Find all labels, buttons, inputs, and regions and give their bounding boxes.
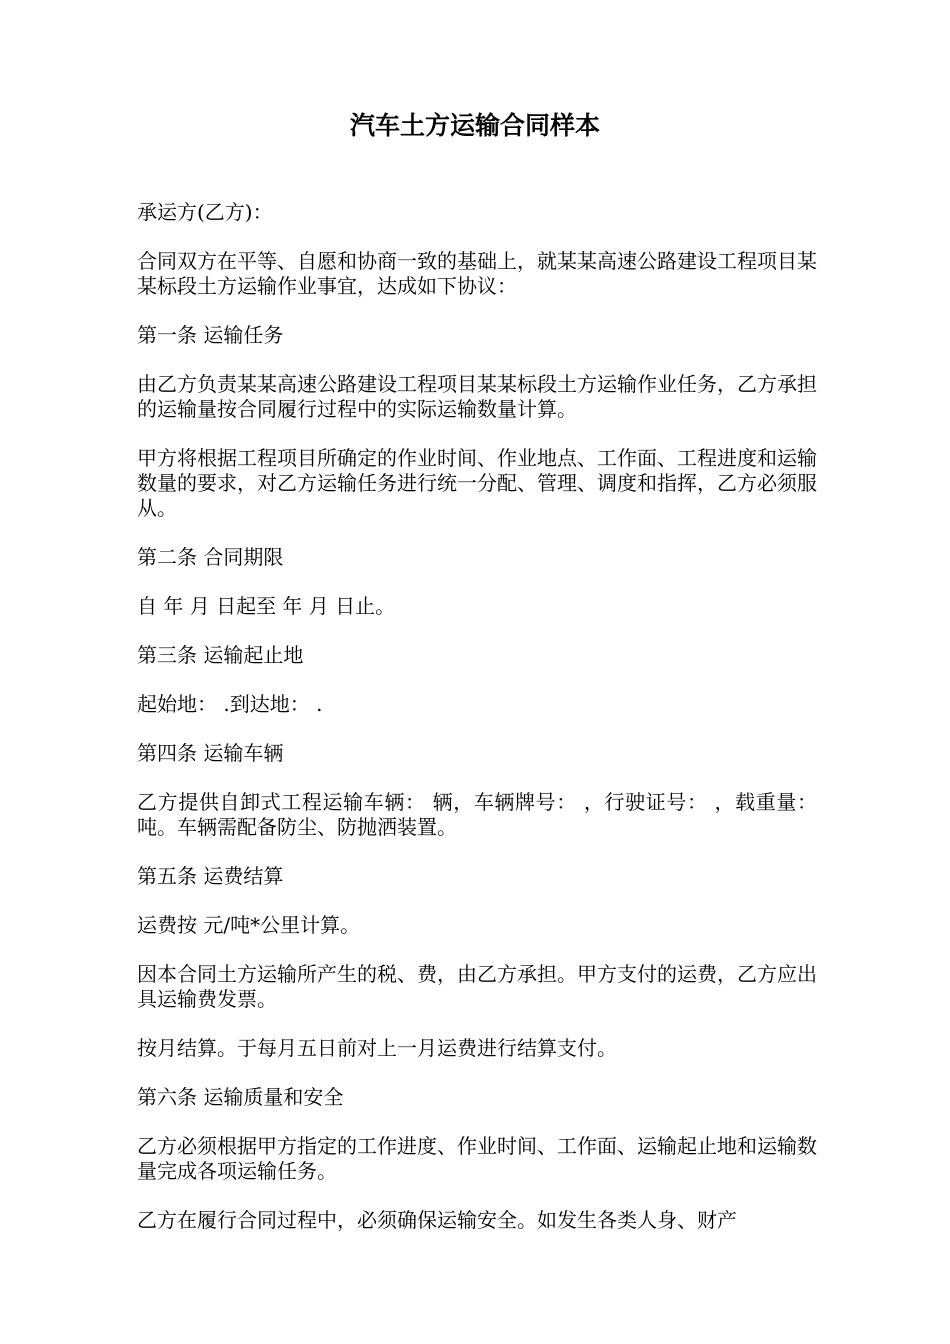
article-6-heading: 第六条 运输质量和安全	[137, 1085, 344, 1109]
article-3-paragraph: 起始地： .到达地： .	[137, 692, 323, 716]
article-5-paragraph-3: 按月结算。于每月五日前对上一月运费进行结算支付。	[137, 1036, 617, 1060]
document-title: 汽车土方运输合同样本	[349, 111, 600, 140]
document-body	[137, 200, 817, 1257]
article-1-paragraph-2: 甲方将根据工程项目所确定的作业时间、作业地点、工作面、工程进度和运输数量的要求，对乙方运输任务进行统一分配、管理、调度和指挥，乙方必须服从。	[137, 446, 817, 520]
article-2-paragraph: 自 年 月 日起至 年 月 日止。	[137, 594, 396, 618]
party-b-line: 承运方(乙方)：	[137, 200, 273, 224]
article-5-paragraph-2: 因本合同土方运输所产生的税、费，由乙方承担。甲方支付的运费，乙方应出具运输费发票。	[137, 962, 817, 1011]
preamble-paragraph: 合同双方在平等、自愿和协商一致的基础上，就某某高速公路建设工程项目某某标段土方运输作业事宜，达成如下协议：	[137, 249, 817, 298]
article-6-paragraph-2: 乙方在履行合同过程中，必须确保运输安全。如发生各类人身、财产	[137, 1208, 737, 1232]
article-2-heading: 第二条 合同期限	[137, 545, 284, 569]
article-4-heading: 第四条 运输车辆	[137, 741, 284, 765]
article-4-paragraph: 乙方提供自卸式工程运输车辆： 辆，车辆牌号： ，行驶证号： ，载重量： 吨。车辆需配备防尘、防抛洒装置。	[137, 790, 817, 839]
article-5-paragraph-1: 运费按 元/吨*公里计算。	[137, 913, 361, 937]
article-1-paragraph-1: 由乙方负责某某高速公路建设工程项目某某标段土方运输作业任务，乙方承担的运输量按合同履行过程中的实际运输数量计算。	[137, 372, 817, 421]
article-6-paragraph-1: 乙方必须根据甲方指定的工作进度、作业时间、工作面、运输起止地和运输数量完成各项运输任务。	[137, 1134, 817, 1183]
article-1-heading: 第一条 运输任务	[137, 323, 284, 347]
article-5-heading: 第五条 运费结算	[137, 864, 284, 888]
article-3-heading: 第三条 运输起止地	[137, 643, 304, 667]
